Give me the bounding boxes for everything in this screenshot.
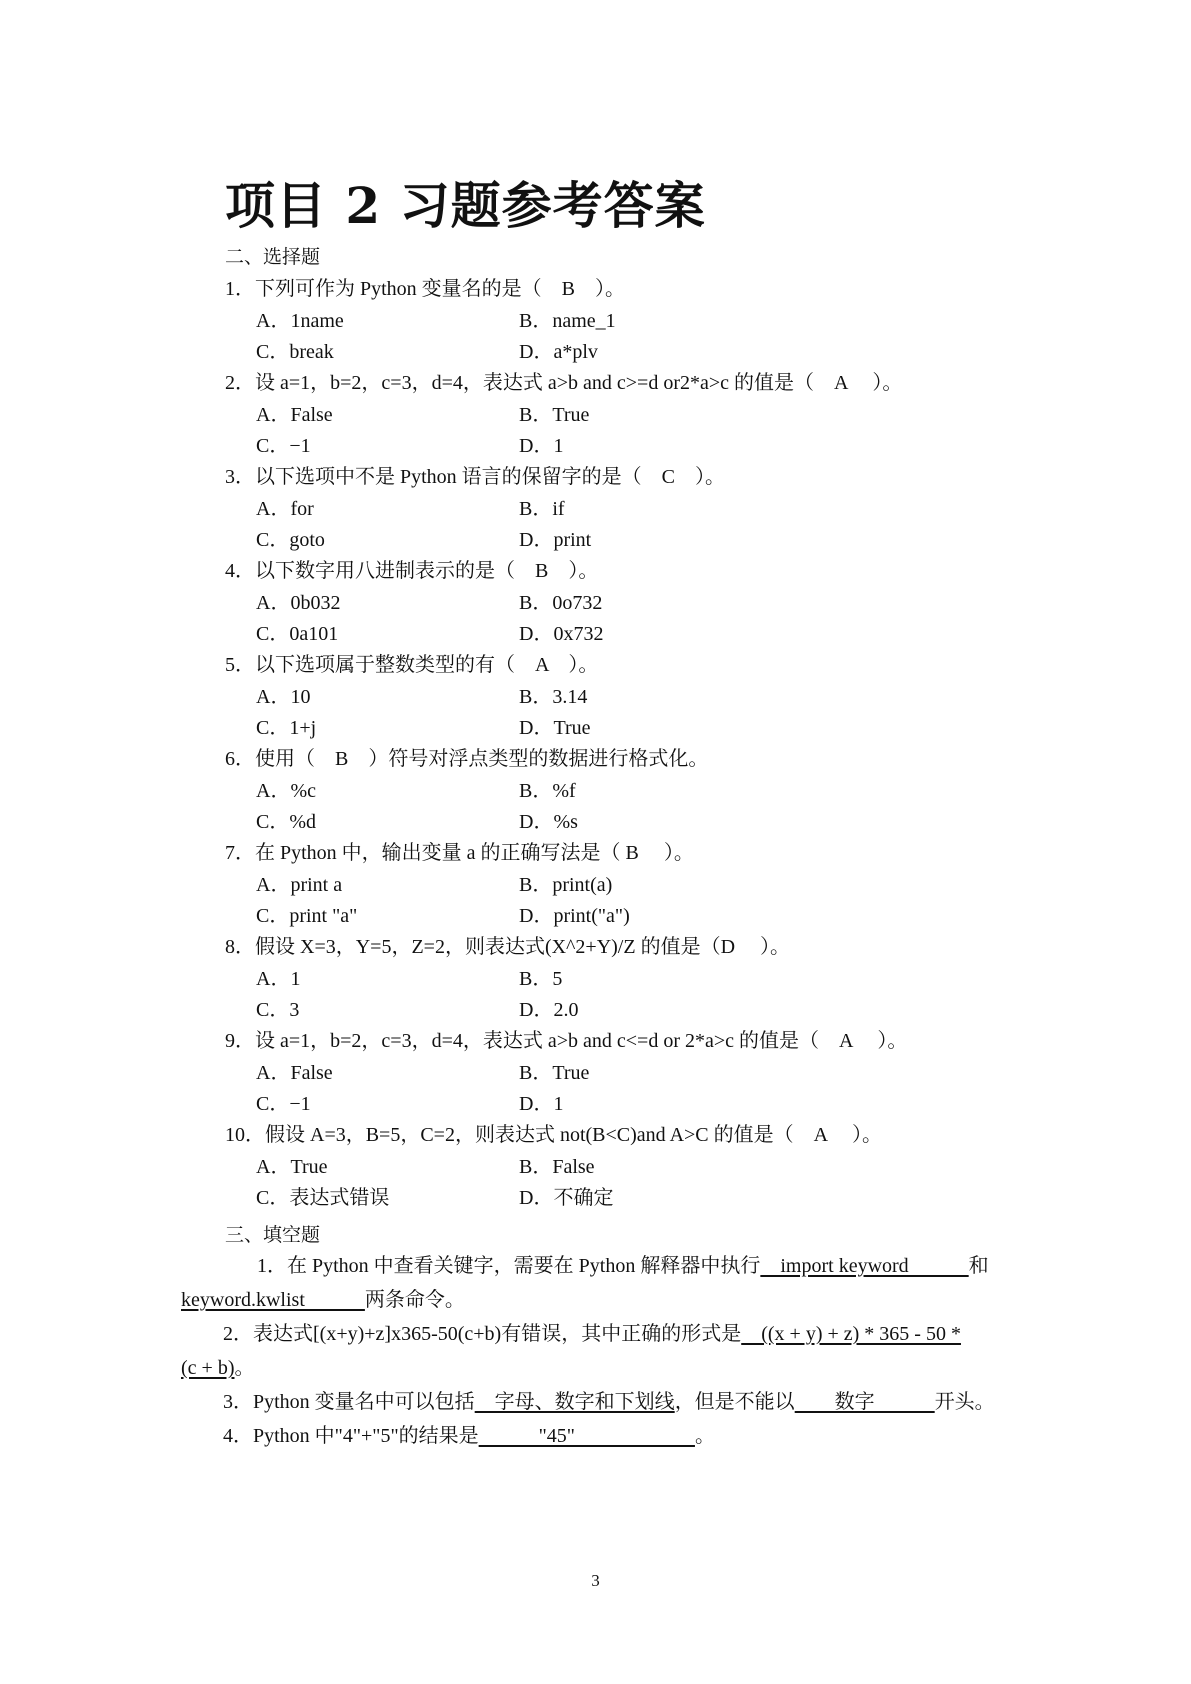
fill-question (223, 1321, 961, 1347)
option-a: A．False (256, 404, 333, 426)
option-c: C．1+j (256, 717, 317, 739)
question-stem: 1．下列可作为 Python 变量名的是（ B ）。 (225, 278, 626, 300)
option-c: C．0a101 (256, 623, 339, 645)
option-c: C．表达式错误 (256, 1187, 390, 1209)
fill-answer: keyword.kwlist (181, 1289, 365, 1311)
page-number: 3 (591, 1571, 600, 1590)
option-d: D．1 (519, 435, 564, 457)
fill-text: 1．在 Python 中查看关键字，需要在 Python 解释器中执行 (257, 1255, 761, 1277)
option-b: B．if (519, 498, 565, 520)
question-stem: 5．以下选项属于整数类型的有（ A ）。 (225, 654, 599, 676)
fill-answer: (c + b) (181, 1357, 235, 1379)
fill-question (223, 1423, 715, 1449)
question-stem: 4．以下数字用八进制表示的是（ B ）。 (225, 560, 599, 582)
option-c: C．−1 (256, 435, 311, 457)
fill-text: 两条命令。 (364, 1289, 465, 1311)
fill-text: 3．Python 变量名中可以包括 (223, 1391, 475, 1413)
option-b: B．True (519, 404, 590, 426)
option-b: B．%f (519, 780, 576, 802)
fill-question-continued (181, 1355, 254, 1381)
option-a: A．1name (256, 310, 344, 332)
option-d: D．print("a") (519, 905, 630, 927)
option-d: D．a*plv (519, 341, 598, 363)
option-d: D．print (519, 529, 592, 551)
fill-answer: 字母、数字和下划线 (474, 1391, 675, 1413)
option-a: A．%c (256, 780, 316, 802)
option-a: A．print a (256, 874, 343, 896)
option-c: C．goto (256, 529, 325, 551)
section-heading-fill: 三、填空题 (225, 1224, 321, 1246)
option-a: A．True (256, 1156, 328, 1178)
fill-text: 。 (234, 1357, 255, 1379)
option-d: D．0x732 (519, 623, 604, 645)
option-a: A．for (256, 498, 314, 520)
fill-answer: import keyword (760, 1255, 969, 1277)
option-b: B．name_1 (519, 310, 616, 332)
fill-text: 4．Python 中"4"+"5"的结果是 (223, 1425, 479, 1447)
option-d: D．2.0 (519, 999, 579, 1021)
question-stem: 6．使用（ B ）符号对浮点类型的数据进行格式化。 (225, 748, 709, 770)
option-a: A．1 (256, 968, 301, 990)
question-stem: 8．假设 X=3，Y=5，Z=2，则表达式(X^2+Y)/Z 的值是（D ）。 (225, 936, 791, 958)
question-stem: 10．假设 A=3，B=5，C=2，则表达式 not(B<C)and A>C 的值是（ A ）。 (225, 1124, 882, 1146)
option-d: D．%s (519, 811, 578, 833)
option-d: D．True (519, 717, 591, 739)
fill-question (223, 1389, 995, 1415)
fill-question (257, 1253, 989, 1279)
section-heading-choice: 二、选择题 (225, 246, 321, 268)
option-a: A．False (256, 1062, 333, 1084)
option-d: D．1 (519, 1093, 564, 1115)
fill-text: 开头。 (934, 1391, 995, 1413)
option-b: B．False (519, 1156, 595, 1178)
fill-answer: "45" (478, 1425, 695, 1447)
fill-text: 。 (694, 1425, 715, 1447)
option-b: B．True (519, 1062, 590, 1084)
fill-question-continued (181, 1287, 465, 1313)
option-c: C．break (256, 341, 334, 363)
fill-answer: ((x + y) + z) * 365 - 50 * (741, 1323, 961, 1345)
question-stem: 7．在 Python 中，输出变量 a 的正确写法是（ B ）。 (225, 842, 694, 864)
question-stem: 9．设 a=1，b=2，c=3，d=4，表达式 a>b and c<=d or 2*a>c 的值是（ A ）。 (225, 1030, 908, 1052)
option-c: C．print "a" (256, 905, 358, 927)
option-a: A．0b032 (256, 592, 341, 614)
question-stem: 3．以下选项中不是 Python 语言的保留字的是（ C ）。 (225, 466, 726, 488)
option-b: B．0o732 (519, 592, 603, 614)
option-c: C．3 (256, 999, 300, 1021)
page-title: 项目 2 习题参考答案 (225, 176, 706, 235)
option-b: B．5 (519, 968, 563, 990)
fill-answer: 数字 (794, 1391, 935, 1413)
option-b: B．print(a) (519, 874, 613, 896)
fill-text: 和 (968, 1255, 989, 1277)
fill-text: 2．表达式[(x+y)+z]x365-50(c+b)有错误，其中正确的形式是 (223, 1323, 742, 1345)
option-c: C．%d (256, 811, 316, 833)
option-b: B．3.14 (519, 686, 588, 708)
fill-text: ，但是不能以 (674, 1391, 795, 1413)
question-stem: 2．设 a=1，b=2，c=3，d=4，表达式 a>b and c>=d or2*a>c 的值是（ A ）。 (225, 372, 903, 394)
option-a: A．10 (256, 686, 311, 708)
option-c: C．−1 (256, 1093, 311, 1115)
option-d: D．不确定 (519, 1187, 614, 1209)
